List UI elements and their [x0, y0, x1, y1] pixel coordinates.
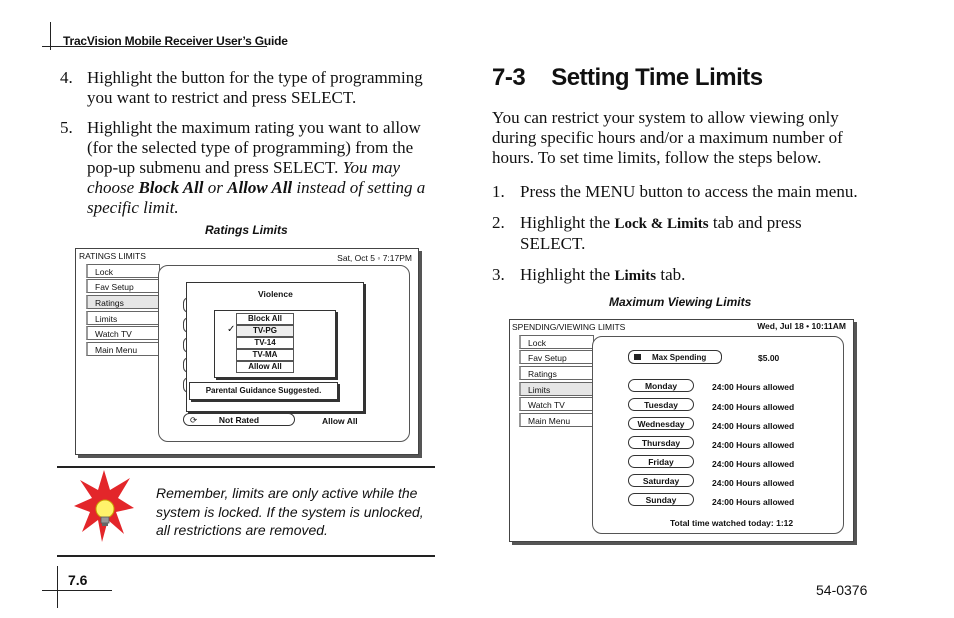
day-button-wednesday[interactable]: Wednesday — [628, 417, 694, 430]
spending-limits-screen — [509, 319, 854, 542]
max-spending-label: Max Spending — [652, 353, 707, 362]
day-limit-friday: 24:00 Hours allowed — [712, 459, 795, 469]
document-number: 54-0376 — [816, 582, 868, 598]
note-line: system is locked. If the system is unlocked, — [156, 503, 424, 520]
step-5-line: (for the selected type of programming) from the — [87, 138, 414, 157]
page-header-title: TracVision Mobile Receiver User’s Guide — [63, 34, 288, 48]
day-button-saturday[interactable]: Saturday — [628, 474, 694, 487]
refresh-icon: ⟳ — [190, 415, 198, 425]
day-button-thursday[interactable]: Thursday — [628, 436, 694, 449]
tab-lock[interactable]: Lock — [86, 264, 160, 278]
not-rated-button[interactable] — [183, 413, 295, 426]
tab-fav-setup[interactable]: Fav Setup — [86, 279, 160, 293]
step-5-italic: You may — [342, 158, 401, 177]
step-5-line — [87, 158, 447, 178]
intro-line: during specific hours and/or a maximum number of — [492, 128, 843, 147]
tab-watch-tv[interactable]: Watch TV — [86, 326, 160, 340]
tab-ratings[interactable]: Ratings — [86, 295, 160, 309]
day-limit-wednesday: 24:00 Hours allowed — [712, 421, 795, 431]
screen-datetime: Wed, Jul 18 • 10:11AM — [757, 321, 846, 331]
max-viewing-caption: Maximum Viewing Limits — [609, 295, 752, 309]
screen-title: SPENDING/VIEWING LIMITS — [512, 322, 626, 332]
note-line: all restrictions are removed. — [156, 522, 328, 538]
tab-main-menu[interactable]: Main Menu — [519, 413, 594, 427]
limits-term: Limits — [614, 268, 657, 284]
ratings-limits-caption: Ratings Limits — [205, 223, 288, 237]
day-button-monday[interactable]: Monday — [628, 379, 694, 392]
not-rated-label: Not Rated — [218, 415, 260, 425]
step-5-italic: or — [207, 178, 223, 197]
check-mark-icon: ✓ — [227, 324, 236, 335]
step-5-line-text: pop-up submenu and press SELECT. — [87, 158, 339, 177]
lock-limits-term: Lock & Limits — [614, 216, 709, 232]
step-2-line: SELECT. — [520, 234, 586, 253]
checkbox-icon — [634, 354, 641, 360]
total-time-watched: Total time watched today: 1:12 — [670, 518, 794, 528]
day-limit-saturday: 24:00 Hours allowed — [712, 478, 795, 488]
lightbulb-icon — [72, 468, 136, 550]
step-5-line: Highlight the maximum rating you want to allow — [87, 118, 421, 137]
step-5-number: 5. — [60, 118, 73, 137]
section-heading — [492, 64, 763, 92]
page-number: 7.6 — [68, 572, 88, 588]
section-title: Setting Time Limits — [551, 64, 763, 91]
step-4-text: Highlight the button for the type of programming you want to restrict and press SELECT. — [87, 68, 423, 107]
step-3-text — [520, 265, 920, 286]
option-allow-all[interactable]: Allow All — [236, 361, 294, 373]
intro-paragraph — [492, 108, 912, 168]
option-tv-pg[interactable]: TV-PG — [236, 325, 294, 337]
intro-line: hours. To set time limits, follow the steps below. — [492, 148, 822, 167]
step-2-line — [520, 213, 920, 234]
note-line: Remember, limits are only active while the — [156, 485, 418, 501]
guidance-description: Parental Guidance Suggested. — [189, 382, 338, 400]
step-2-text-pre: Highlight the — [520, 213, 611, 232]
tab-watch-tv[interactable]: Watch TV — [519, 397, 594, 411]
step-5-text — [87, 118, 447, 218]
footer-rule — [42, 590, 112, 591]
day-limit-monday: 24:00 Hours allowed — [712, 382, 795, 392]
tab-limits[interactable]: Limits — [86, 311, 160, 325]
step-3-text-pre: Highlight the — [520, 265, 611, 284]
max-spending-value: $5.00 — [758, 353, 780, 363]
crop-mark — [57, 566, 58, 608]
option-tv-ma[interactable]: TV-MA — [236, 349, 294, 361]
tab-ratings[interactable]: Ratings — [519, 366, 594, 380]
step-3-number: 3. — [492, 265, 505, 284]
note-bottom-rule — [57, 555, 435, 557]
option-block-all[interactable]: Block All — [236, 313, 294, 325]
step-5-line: specific limit. — [87, 198, 179, 217]
locked-note — [156, 484, 436, 540]
tab-main-menu[interactable]: Main Menu — [86, 342, 160, 356]
option-tv-14[interactable]: TV-14 — [236, 337, 294, 349]
tab-limits[interactable]: Limits — [519, 382, 594, 396]
popup-title: Violence — [258, 289, 293, 299]
day-limit-tuesday: 24:00 Hours allowed — [712, 402, 795, 412]
step-5-italic: instead of setting a — [296, 178, 426, 197]
intro-line: You can restrict your system to allow viewing only — [492, 108, 839, 127]
block-all-term: Block All — [138, 178, 204, 197]
day-button-sunday[interactable]: Sunday — [628, 493, 694, 506]
not-rated-value: Allow All — [322, 416, 358, 426]
step-3-text-post: tab. — [660, 265, 686, 284]
step-5-line — [87, 178, 447, 198]
step-2-number: 2. — [492, 213, 505, 232]
max-spending-button[interactable] — [628, 350, 722, 364]
ratings-limits-screen — [75, 248, 419, 455]
step-2-text-post: tab and press — [712, 213, 802, 232]
day-button-tuesday[interactable]: Tuesday — [628, 398, 694, 411]
screen-title: RATINGS LIMITS — [79, 251, 146, 261]
step-2-text — [520, 213, 920, 254]
section-number: 7-3 — [492, 64, 526, 91]
allow-all-term: Allow All — [227, 178, 293, 197]
screen-datetime: Sat, Oct 5 ◦ 7:17PM — [337, 253, 412, 263]
step-1-number: 1. — [492, 182, 505, 201]
tab-lock[interactable]: Lock — [519, 335, 594, 349]
step-4-number: 4. — [60, 68, 73, 87]
day-button-friday[interactable]: Friday — [628, 455, 694, 468]
tab-fav-setup[interactable]: Fav Setup — [519, 350, 594, 364]
step-5-italic: choose — [87, 178, 135, 197]
day-limit-sunday: 24:00 Hours allowed — [712, 497, 795, 507]
step-1-text: Press the MENU button to access the main menu. — [520, 182, 858, 201]
day-limit-thursday: 24:00 Hours allowed — [712, 440, 795, 450]
